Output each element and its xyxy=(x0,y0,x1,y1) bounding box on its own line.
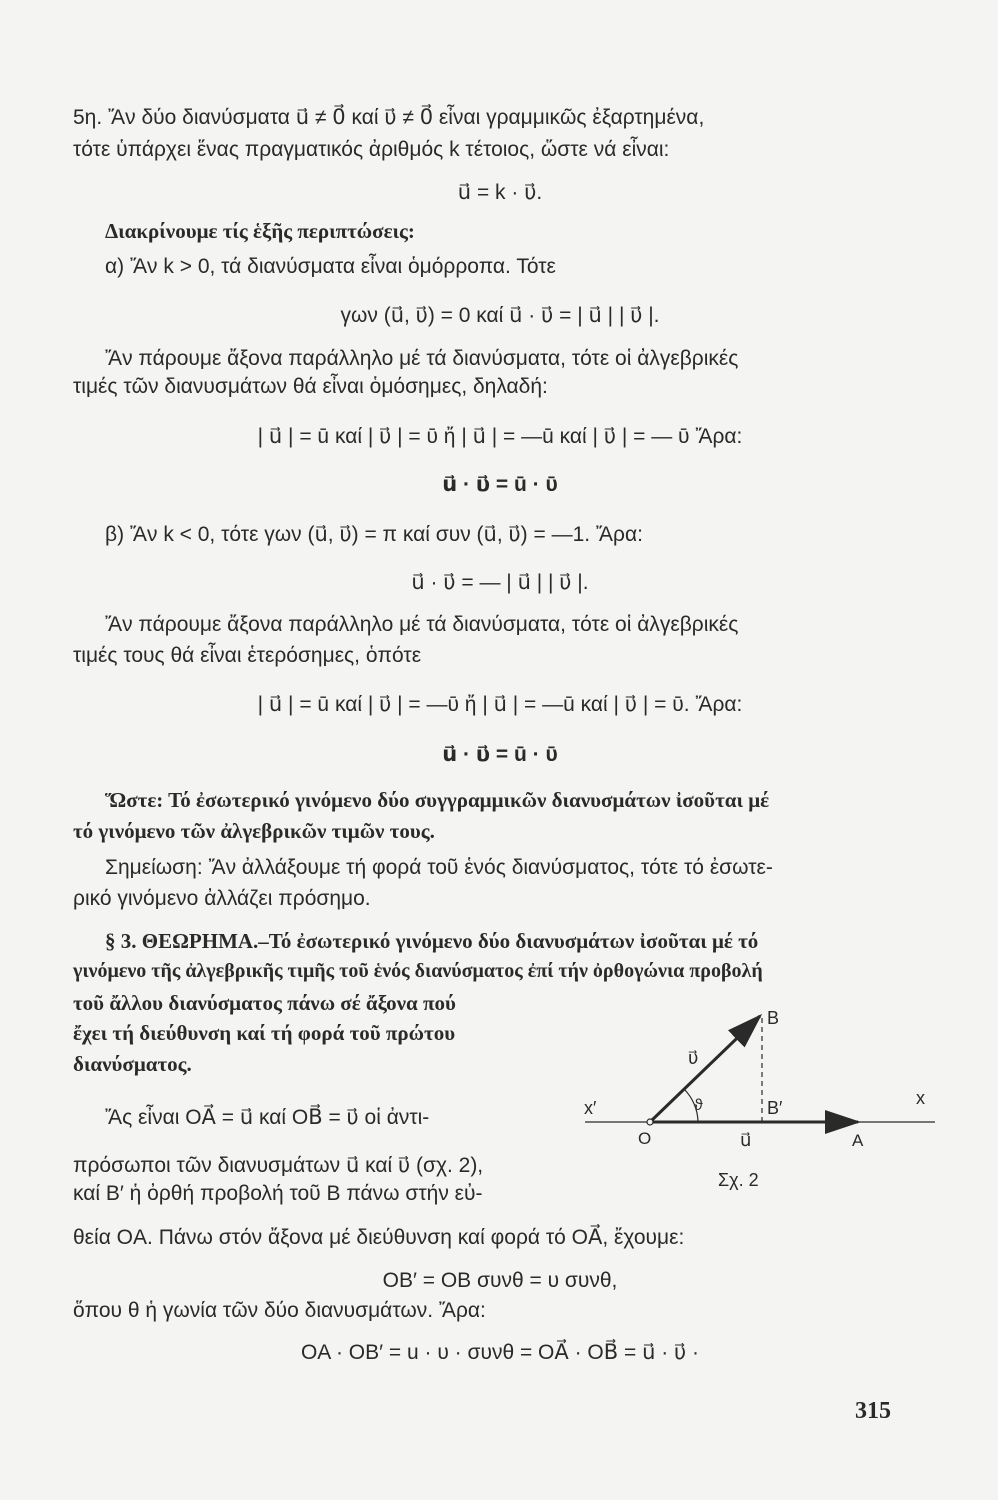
theorem-line-1: § 3. ΘΕΩΡΗΜΑ.–Τό ἐσωτερικό γινόμενο δύο διανυσμάτων ἰσοῦται μέ τό xyxy=(105,929,759,953)
equation-dot-product-algebraic: u⃗ · υ⃗ = ū · ῡ xyxy=(442,743,558,766)
conclusion-line-2: τό γινόμενο τῶν ἀλγεβρικῶν τιμῶν τους. xyxy=(73,819,435,843)
theorem-line-5: διανύσματος. xyxy=(73,1052,192,1076)
cases-heading: Διακρίνουμε τίς ἑξῆς περιπτώσεις: xyxy=(105,219,415,243)
proof-line-6: ὅπου θ ἡ γωνία τῶν δύο διανυσμάτων. Ἄρα: xyxy=(73,1299,486,1322)
proof-line-1: Ἄς εἶναι OA⃗ = u⃗ καί OB⃗ = υ⃗ οἱ ἀντι- xyxy=(105,1106,430,1129)
note-line-2: ρικό γινόμενο ἀλλάζει πρόσημο. xyxy=(73,887,371,910)
figure-caption: Σχ. 2 xyxy=(718,1170,759,1190)
conclusion-line-1: Ὥστε: Τό ἐσωτερικό γινόμενο δύο συγγραμμικῶν διανυσμάτων ἰσοῦται μέ xyxy=(105,788,770,812)
equation-projection: OB′ = OB συνθ = υ συνθ, xyxy=(382,1269,618,1292)
theorem-line-2: γινόμενο τῆς ἀλγεβρικῆς τιμῆς τοῦ ἑνός διανύσματος ἐπί τήν ὀρθογώνια προβολή xyxy=(73,960,763,982)
equation-algebraic-opposite-sign: | u⃗ | = ū καί | υ⃗ | = —ῡ ἤ | u⃗ | = —ū καί | υ⃗ | = ῡ. Ἄρα: xyxy=(257,693,743,716)
label-u: u⃗ xyxy=(740,1130,752,1150)
point-o xyxy=(647,1119,653,1125)
proof-line-4: θεία OA. Πάνω στόν ἄξονα μέ διεύθυνση καί φορά τό OA⃗, ἔχουμε: xyxy=(73,1226,685,1249)
line-case-beta: β) Ἄν k < 0, τότε γων (u⃗, υ⃗) = π καί συν (u⃗, υ⃗) = —1. Ἄρα: xyxy=(105,523,643,546)
label-x-prime: x′ xyxy=(584,1098,597,1118)
equation-dot-product-negative: u⃗ · υ⃗ = — | u⃗ | | υ⃗ |. xyxy=(411,571,589,594)
page-number: 315 xyxy=(855,1398,891,1424)
line-14: τιμές τους θά εἶναι ἑτερόσημες, ὁπότε xyxy=(73,644,422,667)
equation-u-equals-k-v: u⃗ = k · υ⃗. xyxy=(457,181,543,204)
label-b-prime: B′ xyxy=(767,1098,783,1118)
label-v: υ⃗ xyxy=(688,1048,699,1068)
line-07: Ἄν πάρουμε ἄξονα παράλληλο μέ τά διανύσματα, τότε οἱ ἀλγεβρικές xyxy=(105,347,739,370)
equation-final: OA · OB′ = u · υ · συνθ = OA⃗ · OB⃗ = u⃗ · υ⃗ · xyxy=(300,1341,700,1364)
line-01: 5η. Ἄν δύο διανύσματα u⃗ ≠ 0⃗ καί υ⃗ ≠ 0⃗ εἶναι γραμμικῶς ἐξαρτημένα, xyxy=(73,106,705,129)
proof-line-2: πρόσωποι τῶν διανυσμάτων u⃗ καί υ⃗ (σχ. 2), xyxy=(73,1154,484,1177)
equation-dot-product-positive: u⃗ · υ⃗ = ū · ῡ xyxy=(442,473,558,496)
theorem-line-3: τοῦ ἄλλου διανύσματος πάνω σέ ἄξονα πού xyxy=(73,991,456,1015)
figure-2-diagram xyxy=(580,1000,950,1200)
label-a: A xyxy=(852,1131,864,1150)
line-case-alpha: α) Ἄν k > 0, τά διανύσματα εἶναι ὁμόρροπα. Τότε xyxy=(105,255,556,278)
label-theta: ϑ xyxy=(694,1097,703,1114)
label-o: O xyxy=(638,1129,652,1148)
line-02: τότε ὑπάρχει ἕνας πραγματικός ἀριθμός k τέτοιος, ὥστε νά εἶναι: xyxy=(73,138,670,161)
vector-v-arrow xyxy=(650,1016,760,1122)
equation-angle-zero: γων (u⃗, υ⃗) = 0 καί u⃗ · υ⃗ = | u⃗ | | υ⃗ |. xyxy=(340,304,660,327)
line-13: Ἄν πάρουμε ἄξονα παράλληλο μέ τά διανύσματα, τότε οἱ ἀλγεβρικές xyxy=(105,613,739,636)
theorem-line-4: ἔχει τή διεύθυνση καί τή φορά τοῦ πρώτου xyxy=(73,1021,456,1045)
note-line-1: Σημείωση: Ἄν ἀλλάξουμε τή φορά τοῦ ἑνός διανύσματος, τότε τό ἐσωτε- xyxy=(105,856,773,879)
equation-algebraic-same-sign: | u⃗ | = ū καί | υ⃗ | = ῡ ἤ | u⃗ | = —ū καί | υ⃗ | = — ῡ Ἄρα: xyxy=(257,425,743,448)
label-x: x xyxy=(916,1088,925,1108)
proof-line-3: καί B′ ἡ ὀρθή προβολή τοῦ B πάνω στήν εὐ- xyxy=(73,1182,483,1205)
label-b: B xyxy=(767,1008,780,1028)
line-08: τιμές τῶν διανυσμάτων θά εἶναι ὁμόσημες, δηλαδή: xyxy=(73,375,548,398)
